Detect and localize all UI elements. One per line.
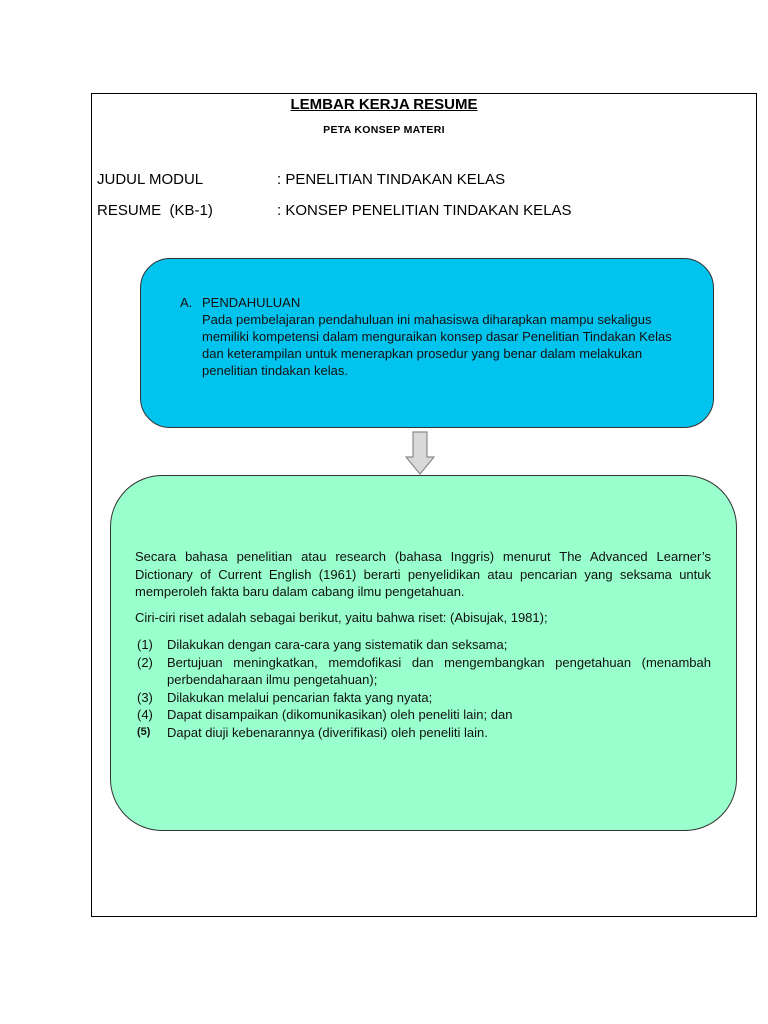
page-title: LEMBAR KERJA RESUME <box>290 96 478 113</box>
list-item <box>135 636 711 654</box>
resume-label: RESUME (KB-1) <box>97 202 213 219</box>
list-item-number: (2) <box>137 654 153 670</box>
list-item-text: Bertujuan meningkatkan, memdofikasi dan mengembangkan pengetahuan (menambah perbendaharaan ilmu pengetahuan); <box>167 654 711 687</box>
intro-text-block <box>180 294 680 379</box>
list-item-text: Dapat disampaikan (dikomunikasikan) oleh peneliti lain; dan <box>167 707 513 722</box>
intro-paragraph: Pada pembelajaran pendahuluan ini mahasiswa diharapkan mampu sekaligus memiliki kompetensi dalam menguraikan konsep dasar Penelitian Tindakan Kelas dan keterampilan untuk menerapkan prosedur yang benar dalam melakukan penelitian tindakan kelas. <box>202 312 672 378</box>
list-item-text: Dilakukan dengan cara-cara yang sistematik dan seksama; <box>167 637 508 652</box>
characteristics-list <box>135 636 711 741</box>
module-label: JUDUL MODUL <box>97 171 204 188</box>
content-paragraph-1: Secara bahasa penelitian atau research (bahasa Inggris) menurut The Advanced Learner’s Dictionary of Current English (1961) berarti penyelidikan atau pencarian yang seksama untuk memperoleh fakta baru dalam cabang ilmu pengetahuan. <box>135 549 711 599</box>
list-item <box>135 706 711 724</box>
list-item-number: (5) <box>137 725 151 738</box>
page-subtitle: PETA KONSEP MATERI <box>323 124 445 136</box>
list-item <box>135 654 711 689</box>
content-text-block <box>135 548 711 741</box>
down-arrow-icon <box>405 431 435 475</box>
list-item-number: (3) <box>137 689 153 705</box>
intro-heading: PENDAHULUAN <box>202 295 301 310</box>
list-item-text: Dilakukan melalui pencarian fakta yang nyata; <box>167 689 433 705</box>
list-item-text: Dapat diuji kebenarannya (diverifikasi) oleh peneliti lain. <box>167 724 488 740</box>
list-item-number: (1) <box>137 637 153 652</box>
list-item-number: (4) <box>137 707 153 722</box>
list-item <box>135 689 711 707</box>
intro-number: A. <box>180 295 193 310</box>
list-item <box>135 724 711 742</box>
resume-value: : KONSEP PENELITIAN TINDAKAN KELAS <box>277 202 572 219</box>
content-paragraph-2: Ciri-ciri riset adalah sebagai berikut, yaitu bahwa riset: (Abisujak, 1981); <box>135 609 548 625</box>
module-value: : PENELITIAN TINDAKAN KELAS <box>277 171 506 188</box>
